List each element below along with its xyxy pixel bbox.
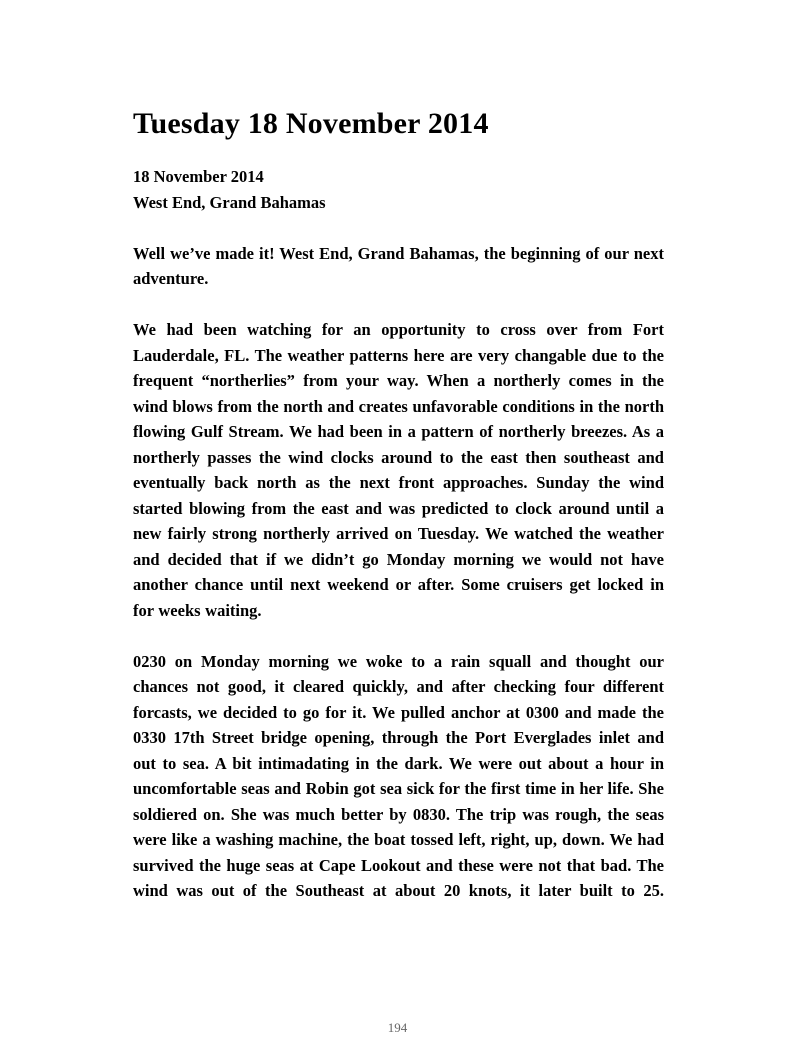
dateline-location: West End, Grand Bahamas [133, 192, 326, 212]
page-number: 194 [387, 1020, 408, 1035]
paragraph-weather: We had been watching for an opportunity to cross over from Fort Lauderdale, FL. The weather patterns here are very changable due to the frequent “northerlies” from your way. When a northerly comes in the wind blows from the north and creates unfavorable conditions in the north flowing Gulf Stream. We had been in a pattern of northerly breezes. As a northerly passes the wind clocks around to the east then southeast and eventually back north as the next front approaches. Sunday the wind started blowing from the east and was predicted to clock around until a new fairly strong northerly arrived on Tuesday. We watched the weather and decided that if we didn’t go Monday morning we would not have another chance until next weekend or after. Some cruisers get locked in for weeks waiting. [133, 320, 664, 620]
dateline-date: 18 November 2014 [133, 167, 264, 186]
paragraph-crossing: 0230 on Monday morning we woke to a rain squall and thought our chances not good, it cleared quickly, and after checking four different forcasts, we decided to go for it. We pulled anchor at 0300 and made the 0330 17th Street bridge opening, through the Port Everglades inlet and out to sea. A bit intimadating in the dark. We were out about a hour in uncomfortable seas and Robin got sea sick for the first time in her life. She soldiered on. She was much better by 0830. The trip was rough, the seas were like a washing machine, the boat tossed left, right, up, down. We had survived the huge seas at Cape Lookout and these were not that bad. The wind was out of the Southeast at about 20 knots, it later built to 25. [133, 651, 664, 900]
dateline [133, 164, 664, 215]
paragraph-intro: Well we’ve made it! West End, Grand Bahamas, the beginning of our next adventure. [133, 243, 664, 288]
page-content [133, 0, 664, 904]
page-title: Tuesday 18 November 2014 [133, 107, 489, 140]
